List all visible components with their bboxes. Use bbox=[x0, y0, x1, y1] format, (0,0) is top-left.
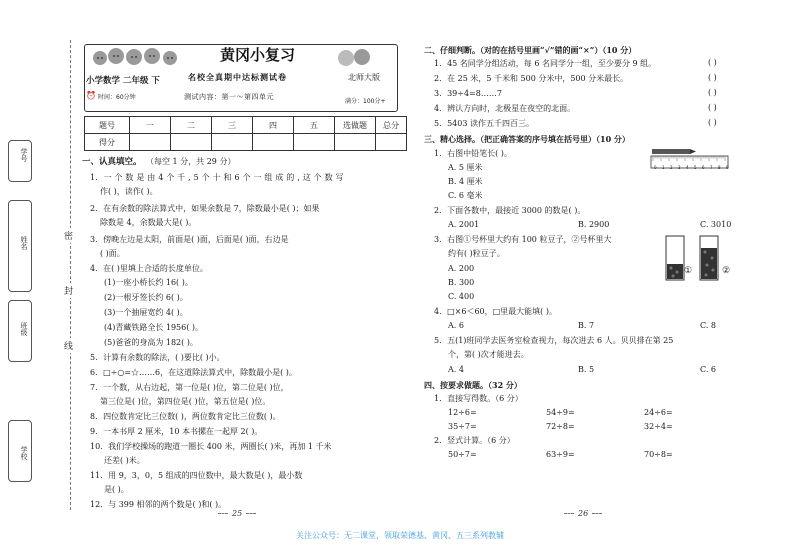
q12-line: 12．与 399 相邻的两个数是( )和( )。 bbox=[90, 500, 227, 509]
page-ornament bbox=[218, 513, 228, 514]
seal-dashed-line bbox=[70, 40, 71, 510]
q6-line: 6．□÷○=☆……6，在这道除法算式中，除数最小是( )。 bbox=[90, 368, 297, 377]
score-cell[interactable] bbox=[335, 134, 376, 151]
full-score: 满分：100分+ bbox=[345, 98, 386, 105]
section4-sub1: 1．直接写得数。（6 分） bbox=[434, 394, 523, 403]
score-table-score-row bbox=[85, 134, 407, 151]
q7-line: 第三位是( )位，第四位是( )位，第五位是( )位。 bbox=[100, 397, 271, 406]
judge-item: 3．39÷4=8……7 bbox=[434, 89, 502, 98]
vertical-calc-item: 63÷9= bbox=[546, 450, 575, 459]
ruler-tick-label: 6 bbox=[702, 165, 705, 170]
score-table bbox=[84, 116, 407, 151]
q4-line: 4．在( )里填上合适的长度单位。 bbox=[90, 264, 208, 273]
judge-item: 4．辨认方向时，北极星在夜空的北面。 bbox=[434, 104, 576, 113]
choice-q2: 2．下面各数中，最接近 3000 的数是( )。 bbox=[434, 206, 586, 215]
score-cell[interactable] bbox=[212, 134, 253, 151]
choice-q4: 4．□×6＜60，□里最大能填( )。 bbox=[434, 307, 557, 316]
judge-answer-paren[interactable]: ( ) bbox=[708, 103, 717, 112]
score-header-cell: 三 bbox=[212, 117, 253, 134]
q4-subitem: (2)一根牙签长约 6( )。 bbox=[104, 293, 188, 302]
choice-option: B. 300 bbox=[448, 278, 475, 287]
ruler-tick-label: 7 bbox=[710, 165, 713, 170]
vertical-calc-item: 70÷8= bbox=[644, 450, 673, 459]
choice-q3: 3．右图①号杯里大约有 100 粒豆子，②号杯里大 bbox=[434, 235, 612, 244]
page-number-left: 25 bbox=[232, 509, 243, 518]
choice-option: A. 6 bbox=[448, 321, 464, 330]
balloon-icon bbox=[336, 48, 376, 70]
choice-option: A. 4 bbox=[448, 365, 464, 374]
q10-line: 10．我们学校操场的跑道一圈长 400 米，两圈长( )米，再加 1 千米 bbox=[90, 442, 332, 451]
q8-line: 8．四位数肯定比三位数( )，两位数肯定比三位数( )。 bbox=[90, 412, 281, 421]
section4-title: 四、按要求做题。（32 分） bbox=[424, 380, 522, 390]
page-number-right: 26 bbox=[578, 509, 589, 518]
ruler-tick-label: 0 bbox=[654, 165, 657, 170]
seal-word-feng: 封 bbox=[64, 283, 73, 298]
brand-logo: 黄冈小复习 bbox=[220, 46, 296, 64]
judge-answer-paren[interactable]: ( ) bbox=[708, 88, 717, 97]
textbook-edition: 北师大版 bbox=[348, 73, 380, 82]
choice-option: C. 3010 bbox=[700, 220, 732, 229]
choice-option: C. 400 bbox=[448, 292, 475, 301]
judge-item: 5．5403 读作五千四百三。 bbox=[434, 119, 534, 128]
choice-option: B. 5 bbox=[578, 365, 595, 374]
score-cell[interactable] bbox=[253, 134, 294, 151]
calc-item: 35÷7= bbox=[448, 422, 477, 431]
judge-answer-paren[interactable]: ( ) bbox=[708, 118, 717, 127]
score-cell[interactable] bbox=[376, 134, 407, 151]
school-label: 学校 bbox=[20, 446, 28, 460]
seal-word-xian: 线 bbox=[64, 338, 73, 353]
ruler-tick-label: 4 bbox=[686, 165, 689, 170]
class-label: 班级 bbox=[20, 322, 28, 336]
score-header-cell: 一 bbox=[130, 117, 171, 134]
choice-option: C. 6 bbox=[700, 365, 717, 374]
choice-q1: 1．右图中铅笔长( )。 bbox=[434, 149, 512, 158]
ruler-tick-label: 8 bbox=[718, 165, 721, 170]
q10-line: 还差( )米。 bbox=[104, 456, 145, 465]
q9-line: 9．一本书厚 2 厘米，10 本书摞在一起厚 2( )。 bbox=[90, 427, 263, 436]
judge-answer-paren[interactable]: ( ) bbox=[708, 58, 717, 67]
score-header-cell: 总分 bbox=[376, 117, 407, 134]
choice-option: A. 5 厘米 bbox=[448, 163, 483, 172]
choice-q3: 约有( )粒豆子。 bbox=[448, 249, 505, 258]
student-id-label: 学号 bbox=[20, 148, 28, 162]
q1-line: 作( )，读作( )。 bbox=[100, 187, 158, 196]
q4-subitem: (4)青藏铁路全长 1956( )。 bbox=[104, 323, 204, 332]
choice-q5: 5．五(1)班同学去医务室检查视力，每次进去 6 人。贝贝排在第 25 bbox=[434, 336, 674, 345]
name-label: 姓名 bbox=[20, 236, 28, 250]
q3-line: ( )面。 bbox=[100, 249, 125, 258]
q2-line: 2．在有余数的除法算式中，如果余数是 7，除数最小是( )；如果 bbox=[90, 204, 320, 213]
choice-option: C. 8 bbox=[700, 321, 717, 330]
calc-item: 32÷4= bbox=[644, 422, 673, 431]
judge-item: 2．在 25 米，5 千米和 500 分米中，500 分米最长。 bbox=[434, 74, 629, 83]
q4-subitem: (3)一个抽屉宽约 4( )。 bbox=[104, 308, 188, 317]
section1-note: （每空 1 分，共 29 分） bbox=[146, 157, 236, 166]
score-row-label: 得分 bbox=[85, 134, 130, 151]
choice-option: C. 6 毫米 bbox=[448, 191, 483, 200]
score-cell[interactable] bbox=[171, 134, 212, 151]
cup-label-1: ① bbox=[684, 266, 693, 276]
time-limit: 时间：60分钟 bbox=[98, 94, 136, 101]
ruler-tick-label: 1 bbox=[662, 165, 665, 170]
q1-line: 1．一 个 数 是 由 4 个 千 , 5 个 十 和 6 个 一 组 成 的 , 这 个 数 写 bbox=[90, 173, 344, 182]
q7-line: 7．一个数，从右边起，第一位是( )位，第二位是( )位， bbox=[90, 383, 289, 392]
score-table-header-row bbox=[85, 117, 407, 134]
ruler-tick-label: 3 bbox=[678, 165, 681, 170]
calc-item: 72÷8= bbox=[546, 422, 575, 431]
choice-q5: 个，第( )次才能进去。 bbox=[448, 350, 529, 359]
ruler-tick-label: 9 bbox=[726, 165, 729, 170]
judge-item: 1．45 名同学分组活动，每 6 名同学分一组，至少要分 9 组。 bbox=[434, 59, 657, 68]
q4-subitem: (1)一座小桥长约 16( )。 bbox=[104, 278, 193, 287]
calc-item: 24÷6= bbox=[644, 408, 673, 417]
section1-title: 一、认真填空。 bbox=[82, 157, 142, 167]
page-ornament bbox=[246, 513, 256, 514]
q11-line: 是( )。 bbox=[104, 485, 129, 494]
score-header-cell: 题号 bbox=[85, 117, 130, 134]
subject-grade: 小学数学 二年级 下 bbox=[86, 76, 160, 86]
score-header-cell: 选做题 bbox=[335, 117, 376, 134]
calc-item: 12÷6= bbox=[448, 408, 477, 417]
score-cell[interactable] bbox=[130, 134, 171, 151]
clock-icon: ⏰ bbox=[86, 91, 96, 100]
test-scope: 测试内容：第一～第四单元 bbox=[184, 93, 274, 101]
page-ornament bbox=[564, 513, 574, 514]
section2-title: 二、仔细判断。（对的在括号里画“√”错的画“×”）（10 分） bbox=[424, 45, 637, 55]
kids-illustration bbox=[90, 46, 190, 72]
choice-option: A. 200 bbox=[448, 264, 475, 273]
ruler-tick-label: 5 bbox=[694, 165, 697, 170]
score-header-cell: 四 bbox=[253, 117, 294, 134]
score-header-cell: 二 bbox=[171, 117, 212, 134]
score-header-cell: 五 bbox=[294, 117, 335, 134]
footer-promo: 关注公众号：无二课堂，领取荣德基、黄冈、五三系列教辅 bbox=[296, 531, 504, 540]
choice-option: B. 4 厘米 bbox=[448, 177, 483, 186]
q2-line: 除数是 4，余数最大是( )。 bbox=[100, 218, 197, 227]
q4-subitem: (5)爸爸的身高为 182( )。 bbox=[104, 338, 198, 347]
ruler-tick-labels bbox=[654, 165, 730, 172]
vertical-calc-item: 50÷7= bbox=[448, 450, 477, 459]
choice-option: A. 2001 bbox=[448, 220, 480, 229]
seal-word-mi: 密 bbox=[64, 228, 73, 243]
q11-line: 11．用 9，3，0，5 组成的四位数中，最大数是( )，最小数 bbox=[90, 471, 303, 480]
choice-option: B. 2900 bbox=[578, 220, 610, 229]
page-ornament bbox=[592, 513, 602, 514]
score-cell[interactable] bbox=[294, 134, 335, 151]
q5-line: 5．计算有余数的除法，( )要比( )小。 bbox=[90, 353, 225, 362]
judge-answer-paren[interactable]: ( ) bbox=[708, 73, 717, 82]
test-name: 名校全真期中达标测试卷 bbox=[188, 72, 287, 82]
section4-sub2: 2．竖式计算。（6 分） bbox=[434, 436, 515, 445]
cup-label-2: ② bbox=[722, 266, 731, 276]
section3-title: 三、精心选择。（把正确答案的序号填在括号里）（10 分） bbox=[424, 134, 630, 144]
calc-item: 54÷9= bbox=[546, 408, 575, 417]
choice-option: B. 7 bbox=[578, 321, 595, 330]
q3-line: 3．傍晚左边是太阳，前面是( )面，后面是( )面，右边是 bbox=[90, 235, 289, 244]
ruler-tick-label: 2 bbox=[670, 165, 673, 170]
